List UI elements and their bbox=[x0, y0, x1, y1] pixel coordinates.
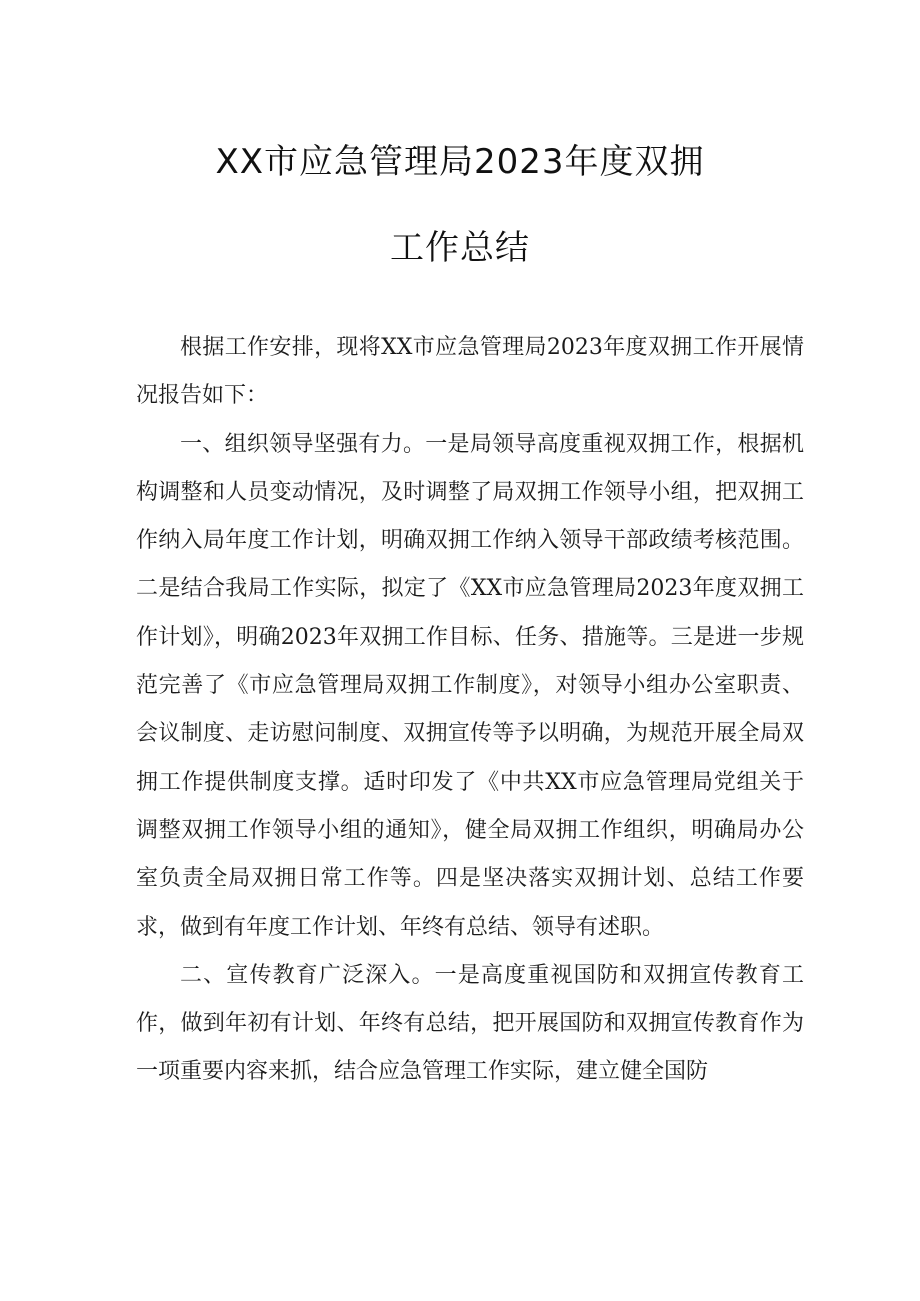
document-title-line-2: 工作总结 bbox=[390, 228, 530, 268]
paragraph-section-2: 二、宣传教育广泛深入。一是高度重视国防和双拥宣传教育工作，做到年初有计划、年终有总结，把开展国防和双拥宣传教育作为一项重要内容来抓，结合应急管理工作实际，建立健全国防 bbox=[136, 962, 804, 1085]
paragraph-section-1: 一、组织领导坚强有力。一是局领导高度重视双拥工作，根据机构调整和人员变动情况，及时调整了局双拥工作领导小组，把双拥工作纳入局年度工作计划，明确双拥工作纳入领导干部政绩考核范围。二是结合我局工作实际，拟定了《XX市应急管理局2023年度双拥工作计划》，明确2023年双拥工作目标、任务、措施等。三是进一步规范完善了《市应急管理局双拥工作制度》，对领导小组办公室职责、会议制度、走访慰问制度、双拥宣传等予以明确，为规范开展全局双拥工作提供制度支撑。适时印发了《中共XX市应急管理局党组关于调整双拥工作领导小组的通知》，健全局双拥工作组织，明确局办公室负责全局双拥日常工作等。四是坚决落实双拥计划、总结工作要求，做到有年度工作计划、年终有总结、领导有述职。 bbox=[136, 431, 804, 940]
document-body bbox=[136, 324, 804, 1097]
paragraph-intro: 根据工作安排，现将XX市应急管理局2023年度双拥工作开展情况报告如下： bbox=[136, 335, 804, 409]
document-title-line-1: XX市应急管理局2023年度双拥 bbox=[215, 142, 705, 182]
